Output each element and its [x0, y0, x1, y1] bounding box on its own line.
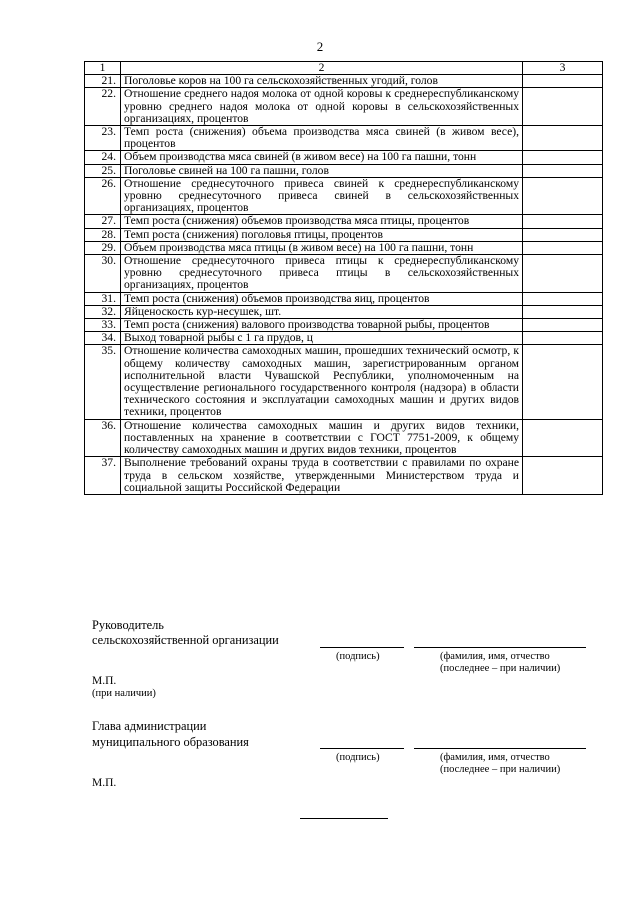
row-number: 35.: [85, 345, 121, 419]
table-row: [85, 319, 603, 332]
table-row: [85, 75, 603, 88]
signer2-signature-line: [320, 748, 404, 749]
row-number: 30.: [85, 255, 121, 293]
row-number: 23.: [85, 126, 121, 151]
row-value-cell: [523, 126, 603, 151]
row-value-cell: [523, 305, 603, 318]
row-indicator: Темп роста (снижения) объемов производства мяса птицы, процентов: [121, 215, 523, 228]
signer1-signature-line: [320, 647, 404, 648]
table-row: [85, 332, 603, 345]
row-number: 37.: [85, 457, 121, 495]
closing-rule: [300, 818, 388, 819]
table-row: [85, 457, 603, 495]
table-row: [85, 151, 603, 164]
row-indicator: Отношение среднесуточного привеса свиней к среднереспубликанскому уровню среднесуточного привеса свиней в сельскохозяйственных организациях, процентов: [121, 177, 523, 215]
signer2-stamp: М.П.: [92, 777, 117, 789]
row-value-cell: [523, 228, 603, 241]
signer2-sign-label: (подпись): [336, 752, 380, 763]
row-indicator: Яйценоскость кур-несушек, шт.: [121, 305, 523, 318]
signer1-stamp-note: (при наличии): [92, 688, 156, 699]
row-number: 24.: [85, 151, 121, 164]
row-number: 25.: [85, 164, 121, 177]
table-row: [85, 88, 603, 126]
row-value-cell: [523, 88, 603, 126]
row-value-cell: [523, 215, 603, 228]
row-value-cell: [523, 151, 603, 164]
header-col-3: 3: [523, 62, 603, 75]
row-number: 28.: [85, 228, 121, 241]
table-row: [85, 255, 603, 293]
signer1-name-label-line2: (последнее – при наличии): [440, 663, 561, 674]
row-number: 26.: [85, 177, 121, 215]
table-row: [85, 177, 603, 215]
row-indicator: Поголовье коров на 100 га сельскохозяйственных угодий, голов: [121, 75, 523, 88]
row-indicator: Темп роста (снижения) валового производства товарной рыбы, процентов: [121, 319, 523, 332]
row-value-cell: [523, 457, 603, 495]
signer1-sign-label: (подпись): [336, 651, 380, 662]
row-number: 33.: [85, 319, 121, 332]
table-row: [85, 228, 603, 241]
table-row: [85, 305, 603, 318]
signer2-name-label-line2: (последнее – при наличии): [440, 764, 561, 775]
row-indicator: Выход товарной рыбы с 1 га прудов, ц: [121, 332, 523, 345]
row-value-cell: [523, 255, 603, 293]
row-value-cell: [523, 292, 603, 305]
indicators-table: [84, 61, 603, 495]
table-row: [85, 215, 603, 228]
row-value-cell: [523, 75, 603, 88]
row-number: 36.: [85, 419, 121, 457]
signer2-name-label-line1: (фамилия, имя, отчество: [440, 752, 550, 763]
signer2-title-line2: муниципального образования: [92, 735, 249, 749]
table-header-row: [85, 62, 603, 75]
row-number: 27.: [85, 215, 121, 228]
row-number: 31.: [85, 292, 121, 305]
row-number: 34.: [85, 332, 121, 345]
table-row: [85, 345, 603, 419]
row-value-cell: [523, 177, 603, 215]
row-indicator: Темп роста (снижения) поголовья птицы, процентов: [121, 228, 523, 241]
row-indicator: Отношение количества самоходных машин, прошедших технический осмотр, к общему количеству самоходных машин, зарегистрированным органом исполнительной власти Чувашской Республики, уполномоченным на осуществление регионального государственного контроля (надзора) в области технического состояния и эксплуатации самоходных машин и других видов техники, процентов: [121, 345, 523, 419]
table-row: [85, 419, 603, 457]
row-indicator: Темп роста (снижения) объема производства мяса свиней (в живом весе), процентов: [121, 126, 523, 151]
table-row: [85, 241, 603, 254]
row-indicator: Отношение количества самоходных машин и других видов техники, поставленных на хранение в соответствии с ГОСТ 7751-2009, к общему количеству самоходных машин и других видов техники, процентов: [121, 419, 523, 457]
row-value-cell: [523, 345, 603, 419]
row-number: 22.: [85, 88, 121, 126]
row-number: 21.: [85, 75, 121, 88]
row-value-cell: [523, 332, 603, 345]
row-indicator: Отношение среднесуточного привеса птицы к среднереспубликанскому уровню среднесуточного привеса птицы в сельскохозяйственных организациях, процентов: [121, 255, 523, 293]
row-value-cell: [523, 419, 603, 457]
header-col-1: 1: [85, 62, 121, 75]
row-indicator: Отношение среднего надоя молока от одной коровы к среднереспубликанскому уровню среднего надоя молока от одной коровы в сельскохозяйственных организациях, процентов: [121, 88, 523, 126]
signer1-stamp: М.П.: [92, 675, 117, 687]
header-col-2: 2: [121, 62, 523, 75]
signer1-name-line: [414, 647, 586, 648]
page-number: 2: [316, 39, 324, 54]
row-value-cell: [523, 164, 603, 177]
row-value-cell: [523, 241, 603, 254]
table-row: [85, 292, 603, 305]
signer1-title-line2: сельскохозяйственной организации: [92, 633, 279, 647]
row-indicator: Темп роста (снижения) объемов производства яиц, процентов: [121, 292, 523, 305]
row-number: 32.: [85, 305, 121, 318]
row-indicator: Объем производства мяса свиней (в живом весе) на 100 га пашни, тонн: [121, 151, 523, 164]
signer1-name-label-line1: (фамилия, имя, отчество: [440, 651, 550, 662]
row-value-cell: [523, 319, 603, 332]
row-indicator: Поголовье свиней на 100 га пашни, голов: [121, 164, 523, 177]
row-indicator: Выполнение требований охраны труда в соответствии с правилами по охране труда в сельском хозяйстве, утвержденными Министерством труда и социальной защиты Российской Федерации: [121, 457, 523, 495]
table-row: [85, 126, 603, 151]
row-number: 29.: [85, 241, 121, 254]
table-row: [85, 164, 603, 177]
signer2-name-line: [414, 748, 586, 749]
row-indicator: Объем производства мяса птицы (в живом весе) на 100 га пашни, тонн: [121, 241, 523, 254]
signer2-title-line1: Глава администрации: [92, 719, 207, 733]
signer1-title-line1: Руководитель: [92, 618, 164, 632]
